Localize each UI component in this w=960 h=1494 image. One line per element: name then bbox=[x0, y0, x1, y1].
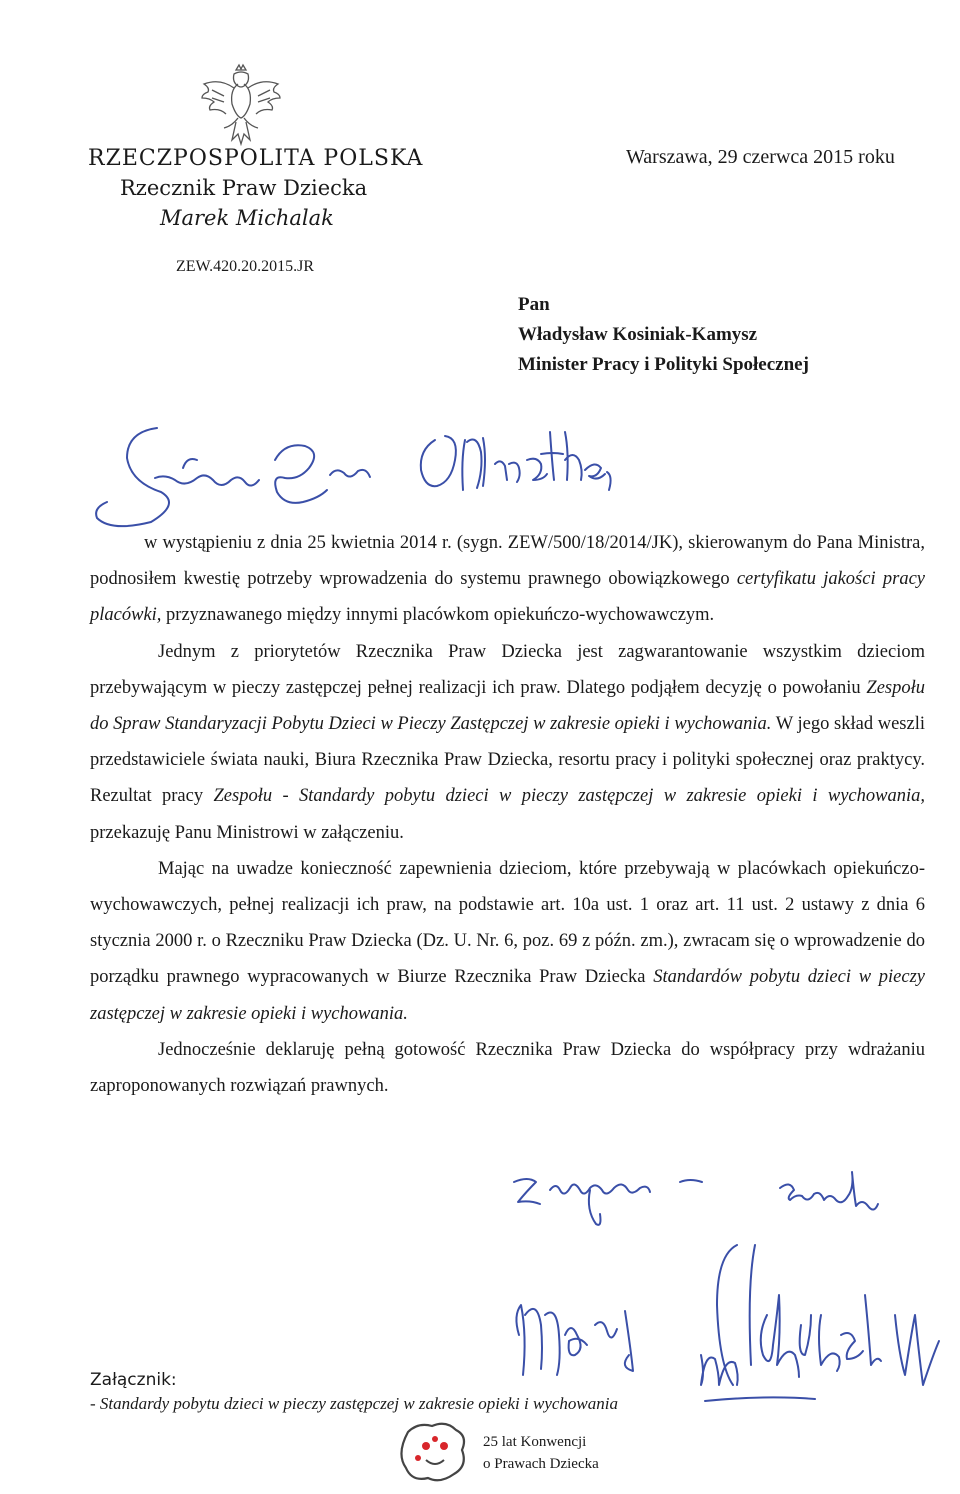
attachment-item: - Standardy pobytu dzieci w pieczy zastępczej w zakresie opieki i wychowania bbox=[90, 1394, 618, 1413]
text-run: Jednym z priorytetów Rzecznika Praw Dziecka jest zagwarantowanie wszystkim dzieciom przebywającym w pieczy zastępczej pełnej realizacji ich praw. Dlatego podjąłem decyzję o powołaniu bbox=[90, 641, 925, 698]
org-office: Rzecznik Praw Dziecka bbox=[120, 176, 368, 200]
body-paragraph-2 bbox=[90, 634, 925, 851]
addressee-position: Minister Pracy i Polityki Społecznej bbox=[518, 354, 809, 375]
eagle-emblem-icon bbox=[198, 62, 284, 150]
text-run: W jego skład weszli przedstawiciele świata nauki, Biura Rzecznika Praw Dziecka, resortu pracy i polityki społecznej oraz praktycy. Rezultat pracy bbox=[90, 714, 925, 807]
italic-run: certyfikatu jakości pracy placówki, bbox=[90, 569, 925, 626]
footer-line-1: 25 lat Konwencji bbox=[483, 1434, 587, 1450]
text-run: przyznawanego między innymi placówkom opiekuńczo-wychowawczym. bbox=[161, 605, 715, 626]
body-paragraph-3 bbox=[90, 851, 925, 1032]
org-person: Marek Michalak bbox=[160, 206, 334, 230]
letter-body bbox=[90, 525, 925, 1104]
text-run: przekazuję Panu Ministrowi w załączeniu. bbox=[90, 822, 404, 843]
footer-line-2: o Prawach Dziecka bbox=[483, 1456, 599, 1472]
body-paragraph-4 bbox=[90, 1032, 925, 1104]
text-run: w wystąpieniu z dnia 25 kwietnia 2014 r. (sygn. ZEW/500/18/2014/JK), skierowanym do Pana Ministra, podnosiłem kwestię potrzeby wprowadzenia do systemu prawnego obowiązkowego bbox=[90, 533, 925, 590]
text-run: Mając na uwadze konieczność zapewnienia dzieciom, które przebywają w placówkach opiekuńczo-wychowawczych, pełnej realizacji ich praw, na podstawie art. 10a ust. 1 oraz art. 11 ust. 2 ustawy z dnia 6 stycznia 2000 r. o Rzeczniku Praw Dziecka (Dz. U. Nr. 6, poz. 69 z późn. zm.), zwracam się o wprowadzenie do porządku prawnego wypracowanych w Biurze Rzecznika Praw Dziecka bbox=[90, 858, 925, 988]
handwritten-signature bbox=[505, 1225, 960, 1415]
handwritten-closing bbox=[500, 1160, 920, 1230]
addressee-title: Pan bbox=[518, 294, 550, 315]
attachment-label: Załącznik: bbox=[90, 1370, 177, 1390]
handwritten-salutation bbox=[95, 420, 655, 540]
convention-logo-icon bbox=[398, 1418, 472, 1482]
italic-run: Zespołu do Spraw Standaryzacji Pobytu Dzieci w Pieczy Zastępczej w zakresie opieki i wychowania. bbox=[90, 677, 925, 735]
org-name: RZECZPOSPOLITA POLSKA bbox=[88, 146, 424, 171]
letter-date: Warszawa, 29 czerwca 2015 roku bbox=[626, 146, 895, 168]
addressee-name: Władysław Kosiniak-Kamysz bbox=[518, 324, 758, 345]
reference-number: ZEW.420.20.2015.JR bbox=[176, 258, 315, 275]
italic-run: Standardów pobytu dzieci w pieczy zastępczej w zakresie opieki i wychowania. bbox=[90, 967, 925, 1024]
addressee-block bbox=[518, 290, 809, 380]
text-run: Jednocześnie deklaruję pełną gotowość Rzecznika Praw Dziecka do współpracy przy wdrażaniu zaproponowanych rozwiązań prawnych. bbox=[90, 1039, 925, 1097]
body-paragraph-1 bbox=[90, 525, 925, 634]
italic-run: Zespołu - Standardy pobytu dzieci w pieczy zastępczej w zakresie opieki i wychowania, bbox=[213, 786, 925, 807]
